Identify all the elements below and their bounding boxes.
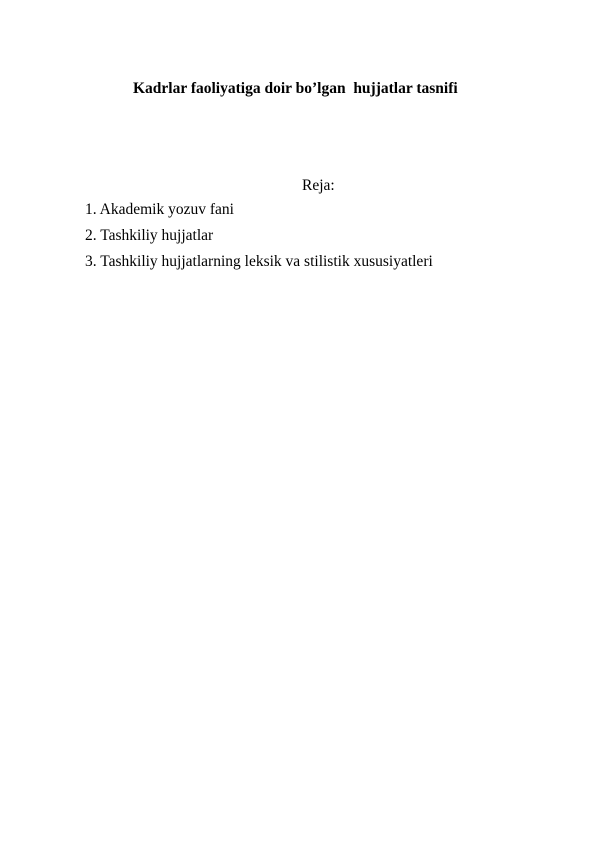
plan-list [85,201,433,279]
document-title: Kadrlar faoliyatiga doir bo’lgan hujjatlar tasnifi [133,80,458,97]
plan-item: 3. Tashkiliy hujjatlarning leksik va stilistik xususiyatleri [85,253,433,270]
plan-heading: Reja: [302,177,335,194]
plan-item: 1. Akademik yozuv fani [85,201,234,218]
plan-item: 2. Tashkiliy hujjatlar [85,227,214,244]
